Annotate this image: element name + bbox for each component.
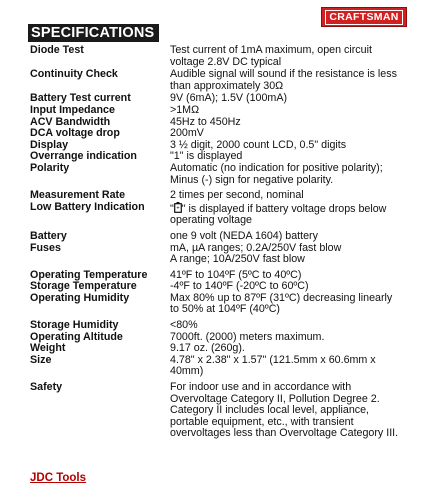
spec-value-line: than approximately 30Ω [170, 79, 284, 92]
spec-value [170, 293, 425, 316]
spec-value-line: -4ºF to 140ºF (-20ºC to 60ºC) [170, 280, 309, 293]
spec-row [30, 45, 425, 68]
spec-row [30, 163, 425, 186]
spec-value-line: mA, µA ranges; 0.2A/250V fast blow [170, 241, 342, 254]
spec-label: Operating Humidity [30, 291, 130, 304]
spec-label: DCA voltage drop [30, 127, 120, 140]
spec-value-line: Max 80% up to 87ºF (31ºC) decreasing linearly [170, 291, 393, 304]
spec-value-line: 3 ½ digit, 2000 count LCD, 0.5" digits [170, 138, 347, 151]
spec-label: Display [30, 138, 69, 151]
spec-value [170, 117, 425, 129]
spec-value [170, 355, 425, 378]
spec-value-line: 9V (6mA); 1.5V (100mA) [170, 92, 288, 105]
spec-label: ACV Bandwidth [30, 115, 111, 128]
spec-value-line: Test current of 1mA maximum, open circuit [170, 44, 372, 56]
spec-label: Low Battery Indication [30, 200, 145, 213]
spec-value [170, 231, 425, 243]
spec-row [30, 293, 425, 316]
spec-row [30, 202, 425, 227]
spec-value [170, 382, 425, 440]
spec-value [170, 202, 425, 227]
spec-value-line: 7000ft. (2000) meters maximum. [170, 330, 325, 343]
spec-value [170, 190, 425, 202]
spec-value-line: A range; 10A/250V fast blow [170, 253, 305, 266]
spec-value-line: >1MΩ [170, 103, 200, 116]
spec-label: Safety [30, 381, 63, 394]
spec-value-line: one 9 volt (NEDA 1604) battery [170, 229, 318, 242]
spec-value-line: portable equipment, etc., with transient [170, 415, 354, 428]
spec-label: Storage Temperature [30, 280, 137, 293]
spec-row [30, 355, 425, 378]
spec-value [170, 105, 425, 117]
spec-label: Measurement Rate [30, 189, 126, 202]
specifications-table [30, 45, 425, 440]
spec-value-line: " + " is displayed if battery voltage drops below [170, 202, 387, 215]
spec-row [30, 190, 425, 202]
spec-label: Operating Altitude [30, 330, 123, 343]
spec-value-line: For indoor use and in accordance with [170, 381, 352, 394]
spec-row [30, 231, 425, 243]
spec-value [170, 128, 425, 140]
spec-label: Fuses [30, 241, 61, 254]
spec-label: Continuity Check [30, 68, 118, 81]
spec-label: Storage Humidity [30, 319, 119, 332]
spec-value [170, 45, 425, 68]
spec-label: Input Impedance [30, 103, 115, 116]
spec-value [170, 320, 425, 332]
spec-label: Battery [30, 229, 67, 242]
spec-value-line: 41ºF to 104ºF (5ºC to 40ºC) [170, 268, 302, 281]
spec-value-line: Minus (-) sign for negative polarity. [170, 173, 334, 186]
spec-value-line: Overvoltage Category II, Pollution Degree 2. [170, 392, 380, 405]
spec-value-line: 40mm) [170, 365, 204, 378]
spec-row [30, 382, 425, 440]
craftsman-logo [321, 7, 407, 27]
spec-value-line: 4.78" x 2.38" x 1.57" (121.5mm x 60.6mm x [170, 353, 376, 366]
spec-value-line: <80% [170, 319, 198, 332]
spec-row [30, 69, 425, 92]
spec-value-line: Audible signal will sound if the resistance is less [170, 68, 397, 81]
spec-value [170, 69, 425, 92]
spec-row [30, 128, 425, 140]
spec-value [170, 243, 425, 266]
spec-label: Size [30, 353, 52, 366]
spec-value-line: operating voltage [170, 214, 252, 227]
spec-value-line: "1" is displayed [170, 150, 243, 163]
spec-label: Diode Test [30, 44, 84, 56]
spec-label: Operating Temperature [30, 268, 148, 281]
spec-value [170, 93, 425, 105]
footer-link[interactable]: JDC Tools [30, 472, 87, 484]
svg-text:+: + [176, 205, 180, 212]
spec-value-line: Category II includes local level, appliance, [170, 404, 370, 417]
spec-label: Weight [30, 342, 66, 355]
spec-value-line: 200mV [170, 127, 204, 140]
spec-label: Polarity [30, 161, 70, 174]
spec-value-line: 2 times per second, nominal [170, 189, 304, 202]
spec-value-line: 9.17 oz. (260g). [170, 342, 245, 355]
spec-value-line: 45Hz to 450Hz [170, 115, 241, 128]
spec-row [30, 320, 425, 332]
spec-row [30, 243, 425, 266]
page-title: SPECIFICATIONS [28, 24, 159, 42]
spec-value-line: Automatic (no indication for positive polarity); [170, 161, 383, 174]
spec-row [30, 105, 425, 117]
spec-value-line: voltage 2.8V DC typical [170, 55, 282, 68]
spec-value-line: to 50% at 104ºF (40ºC) [170, 303, 280, 316]
spec-value [170, 163, 425, 186]
logo-text: CRAFTSMAN [325, 10, 402, 25]
spec-label: Overrange indication [30, 150, 137, 163]
spec-value-line: overvoltages less than Overvoltage Category III. [170, 427, 399, 440]
spec-label: Battery Test current [30, 92, 131, 105]
battery-icon [174, 202, 182, 213]
